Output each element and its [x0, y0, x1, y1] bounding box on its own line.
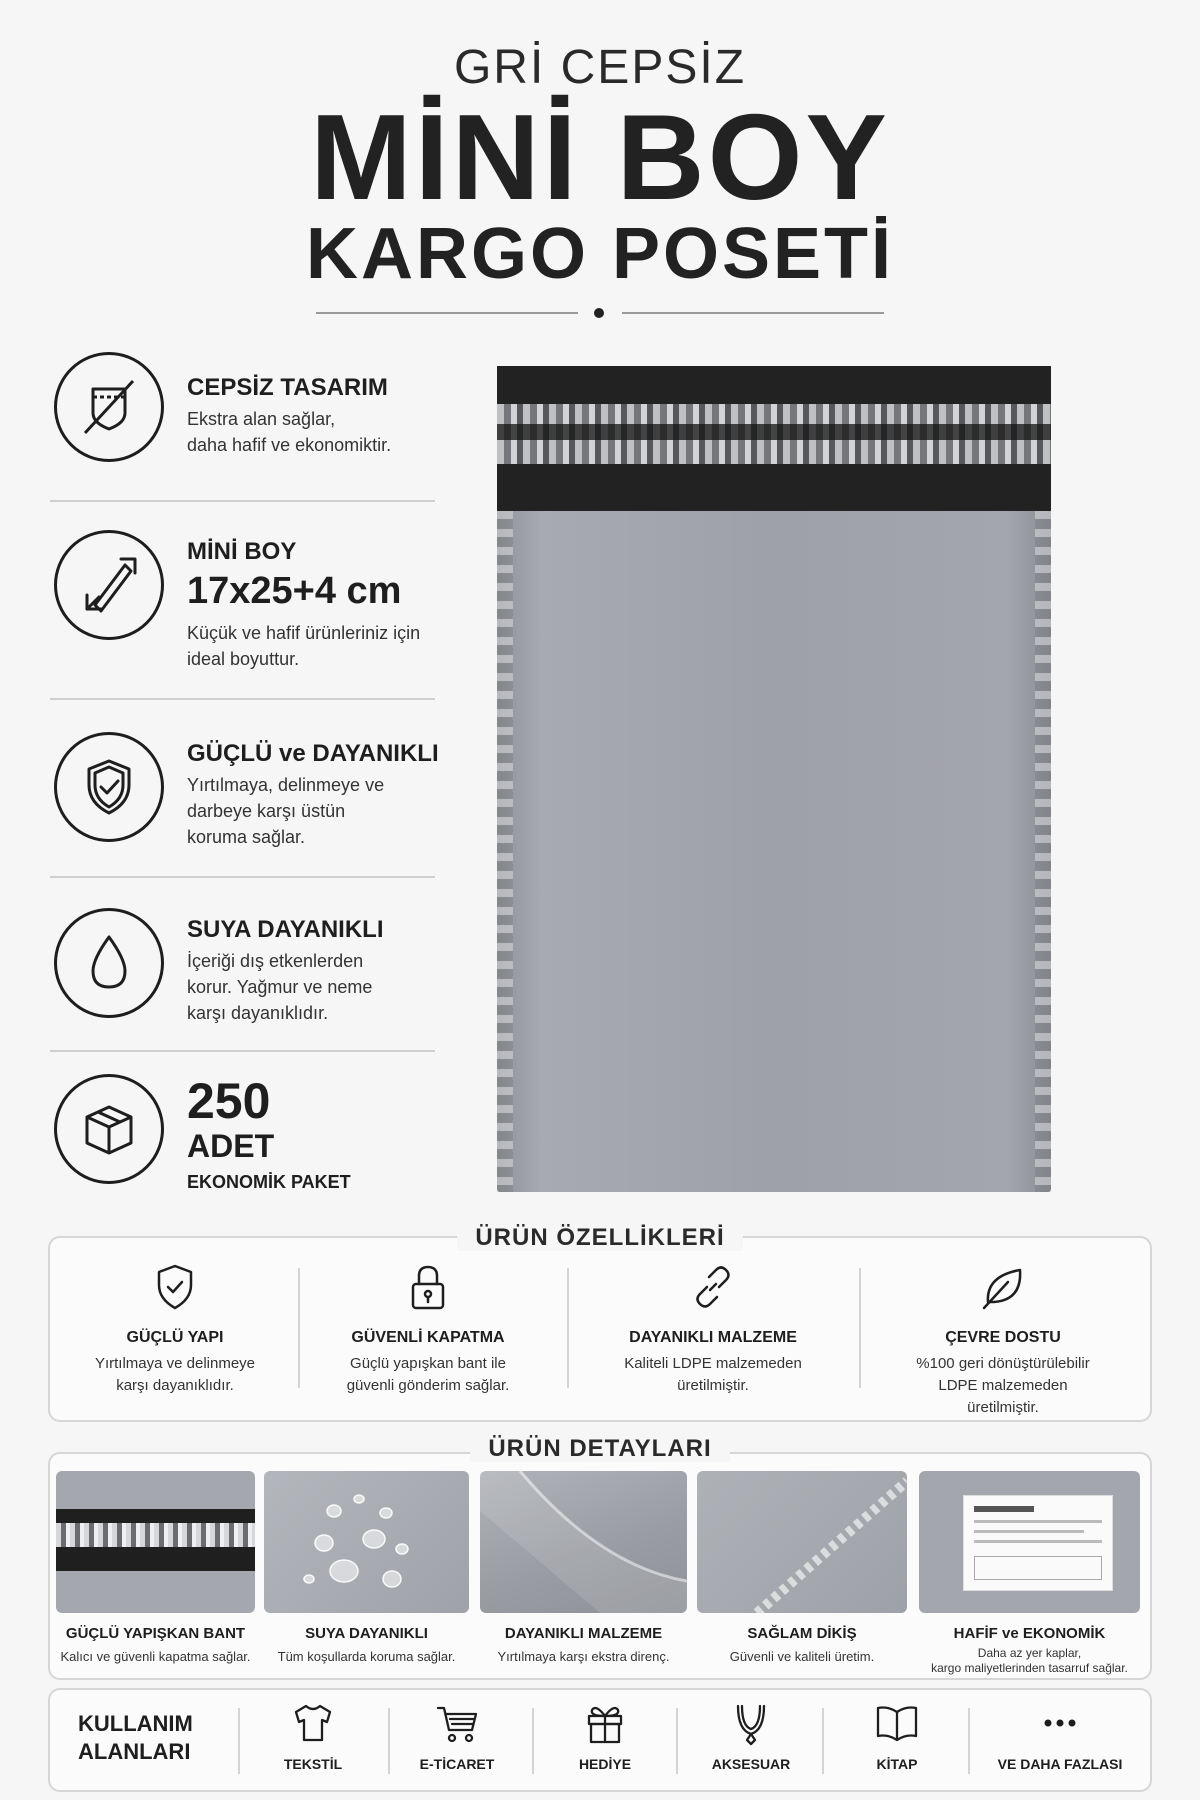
- usage-item: [992, 1700, 1128, 1772]
- detail-description: Yırtılmaya karşı ekstra direnç.: [497, 1649, 670, 1664]
- feature-line: Ekstra alan sağlar,: [187, 409, 336, 429]
- label-line: [974, 1506, 1034, 1512]
- necklace-icon: [728, 1700, 774, 1746]
- feature-title: CEPSİZ TASARIM: [187, 374, 388, 401]
- feature-title: MİNİ BOY: [187, 538, 297, 565]
- detail-title: DAYANIKLI MALZEME: [504, 1625, 663, 1642]
- details-title: [0, 1435, 1200, 1463]
- feature-waterproof: [50, 906, 435, 1046]
- usage-item: [392, 1700, 522, 1772]
- usage-divider: [968, 1708, 970, 1774]
- detail-photo-material: [480, 1471, 687, 1613]
- feature-separator: [50, 876, 435, 878]
- usage-label-line: ALANLARI: [78, 1739, 191, 1764]
- package-count: 250: [187, 1073, 271, 1129]
- usage-divider: [822, 1708, 824, 1774]
- detail-caption: [264, 1625, 469, 1665]
- detail-line: kargo maliyetlerinden tasarruf sağlar.: [931, 1661, 1128, 1675]
- property-item: [868, 1262, 1138, 1419]
- usage-divider: [532, 1708, 534, 1774]
- feature-line: Yırtılmaya, delinmeye ve: [187, 775, 385, 795]
- detail-caption: [56, 1625, 255, 1665]
- no-pocket-icon: [54, 352, 164, 462]
- usage-item-label: TEKSTİL: [283, 1756, 343, 1772]
- properties-title: [0, 1224, 1200, 1252]
- detail-photo-water: [264, 1471, 469, 1613]
- ruler-icon: [54, 530, 164, 640]
- detail-title: SUYA DAYANIKLI: [305, 1625, 428, 1642]
- page-subtitle: KARGO POSETİ: [305, 214, 895, 294]
- chain-link-icon: [688, 1262, 738, 1312]
- label-line: [974, 1520, 1102, 1523]
- gift-icon: [582, 1700, 628, 1746]
- feature-description: [187, 948, 437, 1026]
- shipping-label-image: [963, 1495, 1113, 1591]
- feature-line: darbeye karşı üstün: [187, 801, 346, 821]
- package-unit: ADET: [187, 1128, 275, 1164]
- feature-separator: [50, 1050, 435, 1052]
- usage-label-line: KULLANIM: [78, 1711, 193, 1736]
- detail-description: Tüm koşullarda koruma sağlar.: [277, 1649, 456, 1664]
- label-line: [974, 1530, 1084, 1533]
- usage-item-label: KİTAP: [876, 1756, 918, 1772]
- header-divider-dot: [594, 308, 604, 318]
- feature-size: [50, 530, 435, 690]
- feature-line: İçeriği dış etkenlerden: [187, 951, 364, 971]
- usage-item-label: E-TİCARET: [419, 1756, 495, 1772]
- property-line: karşı dayanıklıdır.: [116, 1377, 234, 1394]
- property-divider: [567, 1268, 569, 1388]
- shield-check-icon: [150, 1262, 200, 1312]
- product-bag-image: [497, 366, 1051, 1192]
- detail-description: Güvenli ve kaliteli üretim.: [729, 1649, 875, 1664]
- detail-line: Daha az yer kaplar,: [977, 1646, 1082, 1660]
- feature-description: [187, 772, 437, 850]
- property-description: [578, 1353, 848, 1397]
- detail-title: GÜÇLÜ YAPIŞKAN BANT: [65, 1625, 246, 1642]
- adhesive-band: [497, 424, 1051, 440]
- leaf-icon: [978, 1262, 1028, 1312]
- water-drops-icon: [264, 1471, 469, 1613]
- usage-item: [540, 1700, 670, 1772]
- detail-caption: [915, 1625, 1144, 1676]
- feature-line: koruma sağlar.: [187, 827, 306, 847]
- property-item: [293, 1262, 563, 1397]
- label-box: [974, 1556, 1102, 1580]
- folded-bag-icon: [480, 1471, 687, 1613]
- property-line: %100 geri dönüştürülebilir: [916, 1355, 1090, 1372]
- box-icon: [54, 1074, 164, 1184]
- feature-durable: [50, 728, 439, 868]
- detail-title: HAFİF ve EKONOMİK: [953, 1625, 1106, 1642]
- usage-item-label: AKSESUAR: [711, 1756, 791, 1772]
- feature-description: [187, 406, 437, 458]
- feature-separator: [50, 500, 435, 502]
- detail-description: [915, 1646, 1144, 1676]
- property-line: Güçlü yapışkan bant ile: [350, 1355, 506, 1372]
- feature-line: Küçük ve hafif ürünleriniz için: [187, 623, 421, 643]
- property-line: üretilmiştir.: [677, 1377, 749, 1394]
- usage-divider: [388, 1708, 390, 1774]
- feature-size-value: 17x25+4 cm: [187, 570, 402, 612]
- tshirt-icon: [290, 1700, 336, 1746]
- property-title: DAYANIKLI MALZEME: [629, 1329, 797, 1346]
- feature-line: daha hafif ve ekonomiktir.: [187, 435, 392, 455]
- bag-seam-right: [1035, 511, 1051, 1192]
- feature-package: [50, 1072, 435, 1202]
- shield-check-icon: [54, 732, 164, 842]
- property-line: LDPE malzemeden: [938, 1377, 1068, 1394]
- detail-photo-label: [919, 1471, 1140, 1613]
- property-title: GÜVENLİ KAPATMA: [351, 1329, 505, 1346]
- usage-divider: [238, 1708, 240, 1774]
- feature-line: ideal boyuttur.: [187, 649, 300, 669]
- header-divider-left: [316, 312, 578, 314]
- seam-icon: [697, 1471, 907, 1613]
- property-description: [868, 1353, 1138, 1419]
- header-divider-right: [622, 312, 884, 314]
- detail-caption: [480, 1625, 687, 1665]
- property-item: [578, 1262, 848, 1397]
- property-divider: [859, 1268, 861, 1388]
- detail-caption: [697, 1625, 907, 1665]
- usage-item: [686, 1700, 816, 1772]
- photo-strip: [56, 1523, 255, 1547]
- detail-photo-adhesive: [56, 1471, 255, 1613]
- bag-seam-left: [497, 511, 513, 1192]
- page-title: MİNİ BOY: [310, 89, 890, 225]
- details-title-text: ÜRÜN DETAYLARI: [470, 1435, 729, 1462]
- bag-body: [497, 511, 1051, 1192]
- property-line: güvenli gönderim sağlar.: [346, 1377, 510, 1394]
- property-description: [293, 1353, 563, 1397]
- usage-item-label: VE DAHA FAZLASI: [997, 1756, 1123, 1772]
- water-drop-icon: [54, 908, 164, 1018]
- detail-photo-seam: [697, 1471, 907, 1613]
- package-caption: EKONOMİK PAKET: [187, 1172, 351, 1192]
- usage-label: [78, 1710, 193, 1766]
- feature-description: [187, 620, 447, 672]
- book-icon: [874, 1700, 920, 1746]
- feature-line: karşı dayanıklıdır.: [187, 1003, 329, 1023]
- usage-item-label: HEDİYE: [578, 1756, 632, 1772]
- feature-title: GÜÇLÜ ve DAYANIKLI: [187, 740, 439, 767]
- property-line: üretilmiştir.: [967, 1399, 1039, 1416]
- usage-item: [832, 1700, 962, 1772]
- cart-icon: [434, 1700, 480, 1746]
- feature-line: korur. Yağmur ve neme: [187, 977, 373, 997]
- detail-description: Kalıcı ve güvenli kapatma sağlar.: [60, 1649, 251, 1664]
- properties-title-text: ÜRÜN ÖZELLİKLERİ: [457, 1224, 742, 1251]
- property-title: GÜÇLÜ YAPI: [126, 1329, 224, 1346]
- label-line: [974, 1540, 1102, 1543]
- feature-no-pocket: [50, 352, 435, 482]
- detail-title: SAĞLAM DİKİŞ: [747, 1625, 857, 1642]
- header-kicker: GRİ CEPSİZ: [453, 41, 747, 94]
- usage-item: [248, 1700, 378, 1772]
- property-title: ÇEVRE DOSTU: [945, 1329, 1061, 1346]
- property-line: Yırtılmaya ve delinmeye: [94, 1355, 256, 1372]
- property-description: [40, 1353, 310, 1397]
- lock-icon: [403, 1262, 453, 1312]
- more-dots-icon: [1037, 1700, 1083, 1746]
- property-item: [40, 1262, 310, 1397]
- property-line: Kaliteli LDPE malzemeden: [624, 1355, 802, 1372]
- usage-divider: [676, 1708, 678, 1774]
- feature-separator: [50, 698, 435, 700]
- feature-title: SUYA DAYANIKLI: [187, 916, 384, 943]
